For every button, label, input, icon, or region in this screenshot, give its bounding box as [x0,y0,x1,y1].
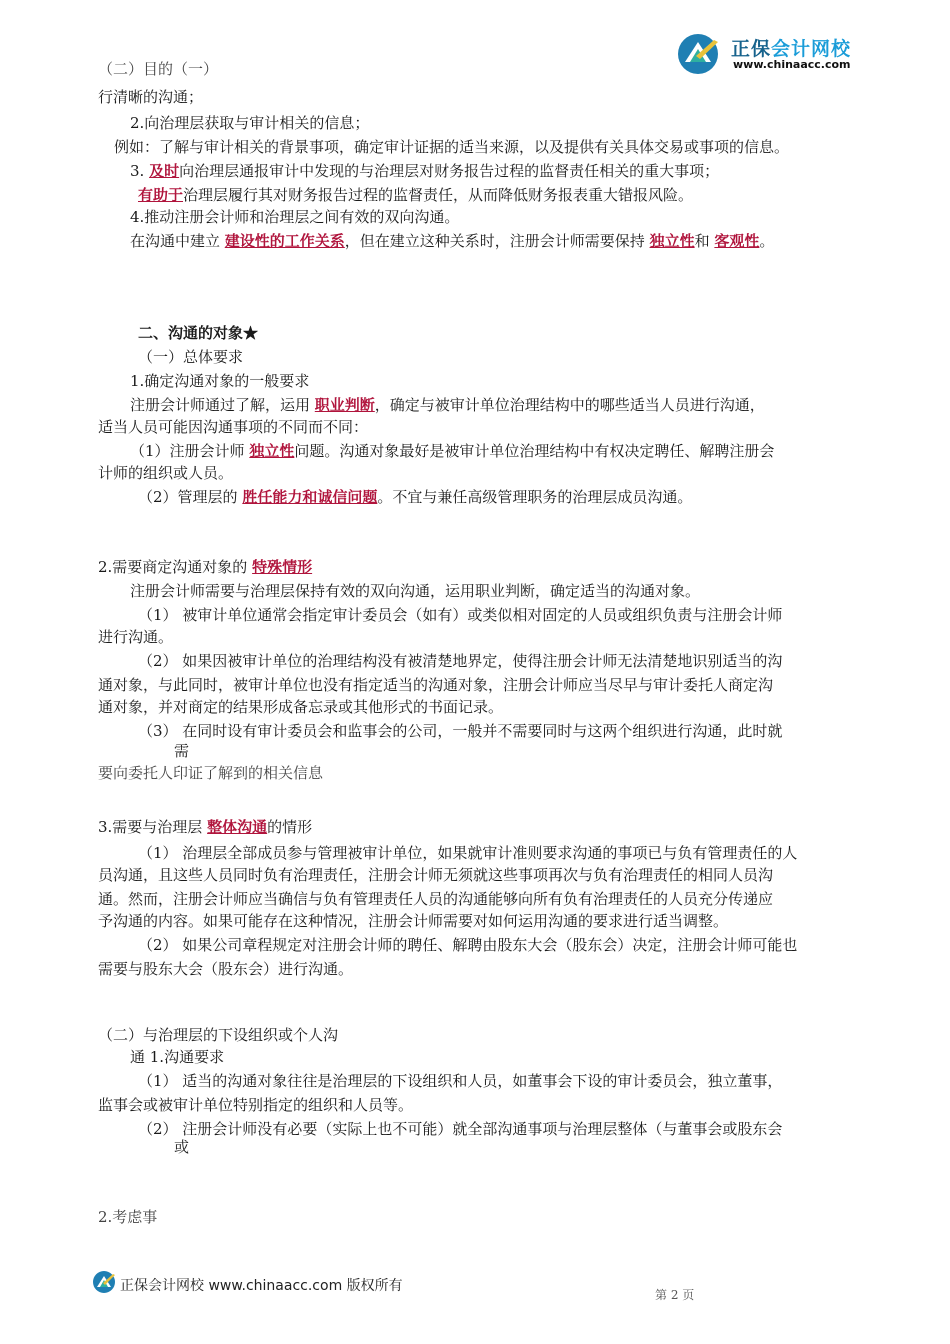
text-line: 员沟通，且这些人员同时负有治理责任，注册会计师无须就这些事项再次与负有治理责任的相同人员沟 [98,866,774,884]
section-heading: 二、沟通的对象★ [138,324,259,342]
text-line: 3.需要与治理层 整体沟通的情形 [98,818,313,836]
text-line: （1） 治理层全部成员参与管理被审计单位，如果就审计准则要求沟通的事项已与负有管理责任的人 [138,844,798,862]
text-line: 注册会计师需要与治理层保持有效的双向沟通，运用职业判断，确定适当的沟通对象。 [130,582,701,600]
footer-logo-icon [92,1270,116,1294]
text-line: 注册会计师通过了解，运用 职业判断，确定与被审计单位治理结构中的哪些适当人员进行沟通， [130,396,765,414]
keyword: 独立性 [249,442,295,460]
text-line: 4.推动注册会计师和治理层之间有效的双向沟通。 [130,208,460,226]
text-line: 通对象，并对商定的结果形成备忘录或其他形式的书面记录。 [98,698,504,716]
text-line: 2.向治理层获取与审计相关的信息； [130,114,370,132]
text-line: 有助于治理层履行其对财务报告过程的监督责任，从而降低财务报表重大错报风险。 [138,186,694,204]
text-line: （2） 如果因被审计单位的治理结构没有被清楚地界定，使得注册会计师无法清楚地识别适当的沟 [138,652,783,670]
text-line: 行清晰的沟通； [98,88,204,106]
keyword: 独立性 [649,232,695,250]
text-line: （2）管理层的 胜任能力和诚信问题。不宜与兼任高级管理职务的治理层成员沟通。 [138,488,693,506]
brand-url: www.chinaacc.com [733,58,851,71]
text-line: 或 [174,1138,190,1156]
text-line: 进行沟通。 [98,628,174,646]
text-line: 需要与股东大会（股东会）进行沟通。 [98,960,354,978]
keyword: 及时 [149,162,180,180]
text-line: （1） 被审计单位通常会指定审计委员会（如有）或类似相对固定的人员或组织负责与注册会计师 [138,606,783,624]
keyword: 整体沟通 [207,818,268,836]
page-number: 第 2 页 [655,1288,695,1302]
text-line: （2） 注册会计师没有必要（实际上也不可能）就全部沟通事项与治理层整体（与董事会或股东会 [138,1120,783,1138]
brand-name: 正保会计网校 [731,38,852,60]
text-line: （1） 适当的沟通对象往往是治理层的下设组织和人员，如董事会下设的审计委员会，独立董事， [138,1072,783,1090]
cut-text-line: 2.考虑事 [98,1208,158,1226]
text-line: （3） 在同时设有审计委员会和监事会的公司，一般并不需要同时与这两个组织进行沟通，此时就 [138,722,783,740]
keyword: 职业判断 [314,396,375,414]
text-line: 通对象，与此同时，被审计单位也没有指定适当的沟通对象，注册会计师应当尽早与审计委托人商定沟 [98,676,774,694]
text-line: （2） 如果公司章程规定对注册会计师的聘任、解聘由股东大会（股东会）决定，注册会计师可能也 [138,936,798,954]
text-line: 例如：了解与审计相关的背景事项，确定审计证据的适当来源，以及提供有关具体交易或事项的信息。 [114,138,790,156]
text-line: 通。然而，注册会计师应当确信与负有管理责任人员的沟通能够向所有负有治理责任的人员充分传递应 [98,890,774,908]
text-line: 需 [174,742,190,760]
text-line: （1）注册会计师 独立性问题。沟通对象最好是被审计单位治理结构中有权决定聘任、解聘注册会 [130,442,775,460]
keyword: 特殊情形 [252,558,313,576]
text-line: 监事会或被审计单位特别指定的组织和人员等。 [98,1096,414,1114]
text-line: 适当人员可能因沟通事项的不同而不同： [98,418,369,436]
keyword: 客观性 [714,232,760,250]
subsection-heading: （一）总体要求 [138,348,244,366]
text-line: 1.确定沟通对象的一般要求 [130,372,310,390]
text-line: 计师的组织或人员。 [98,464,234,482]
text-line: 通 1.沟通要求 [130,1048,225,1066]
subsection-heading: （二）与治理层的下设组织或个人沟 [98,1026,339,1044]
logo-mark-icon [676,32,724,76]
cut-text-line: 要向委托人印证了解到的相关信息 [98,764,324,782]
keyword: 有助于 [138,186,184,204]
brand-logo [676,30,886,78]
text-line: 3. 及时向治理层通报审计中发现的与治理层对财务报告过程的监督责任相关的重大事项； [130,162,720,180]
keyword: 建设性的工作关系 [224,232,345,250]
text-line: 在沟通中建立 建设性的工作关系，但在建立这种关系时，注册会计师需要保持 独立性和 客观性。 [130,232,775,250]
text-line: 予沟通的内容。如果可能存在这种情况，注册会计师需要对如何运用沟通的要求进行适当调整。 [98,912,729,930]
top-cut-line: （二）目的（一） [98,60,219,78]
footer-copyright: 正保会计网校 www.chinaacc.com 版权所有 [120,1278,403,1294]
text-line: 2.需要商定沟通对象的 特殊情形 [98,558,313,576]
keyword: 胜任能力和诚信问题 [242,488,378,506]
